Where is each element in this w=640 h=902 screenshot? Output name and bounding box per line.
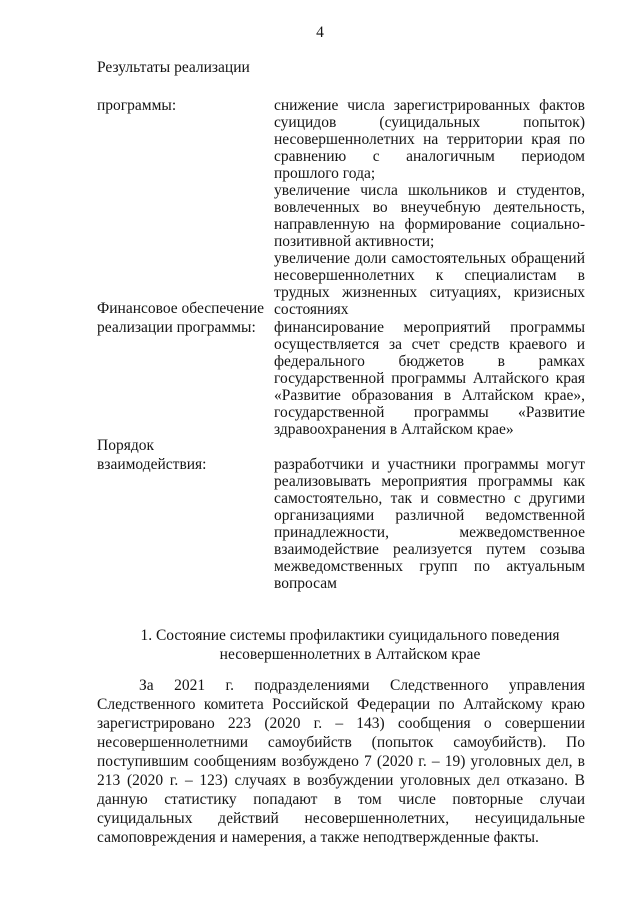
results-label-line2: программы: [97,97,177,114]
results-list [274,97,585,318]
results-item: увеличение числа школьников и студентов, вовлеченных во внеучебную деятельность, направленную на формирование социально-позитивной активности; [274,182,585,250]
interaction-label-line1: Порядок [97,437,154,454]
interaction-label-line2: взаимодействия: [97,456,207,473]
results-label-line1: Результаты реализации [97,59,250,76]
interaction-text: разработчики и участники программы могут реализовывать мероприятия программы как самостоятельно, так и совместно с другими организациями различной ведомственной принадлежности, межведомственное взаимодействие реализуется путем созыва межведомственных групп по актуальным вопросам [274,456,585,592]
financing-label-line2: реализации программы: [97,319,256,336]
results-item: увеличение доли самостоятельных обращений несовершеннолетних к специалистам в трудных жизненных ситуациях, кризисных состояниях [274,250,585,318]
financing-label-line1: Финансовое обеспечение [97,300,265,317]
section-paragraph: За 2021 г. подразделениями Следственного управления Следственного комитета Российской Федерации по Алтайскому краю зарегистрировано 223 (2020 г. – 143) сообщения о совершении несовершеннолетними самоубийств (попыток самоубийств). По поступившим сообщениям возбуждено 7 (2020 г. – 19) уголовных дел, в 213 (2020 г. – 123) случаях в возбуждении уголовных дел отказано. В данную статистику попадают в том числе повторные случаи суицидальных действий несовершеннолетних, несуицидальные самоповреждения и намерения, а также неподтвержденные факты. [97,677,585,846]
section-heading-line1: 1. Состояние системы профилактики суицидального поведения [140,627,560,644]
results-item: снижение числа зарегистрированных фактов суицидов (суицидальных попыток) несовершеннолетних на территории края по сравнению с аналогичным периодом прошлого года; [274,97,585,182]
section-heading [120,626,580,664]
section-heading-line2: несовершеннолетних в Алтайском крае [219,646,481,663]
page-number: 4 [316,24,324,41]
financing-text: финансирование мероприятий программы осуществляется за счет средств краевого и федерального бюджетов в рамках государственной программы Алтайского края «Развитие образования в Алтайском крае», государственной программы «Развитие здравоохранения в Алтайском крае» [274,319,585,438]
